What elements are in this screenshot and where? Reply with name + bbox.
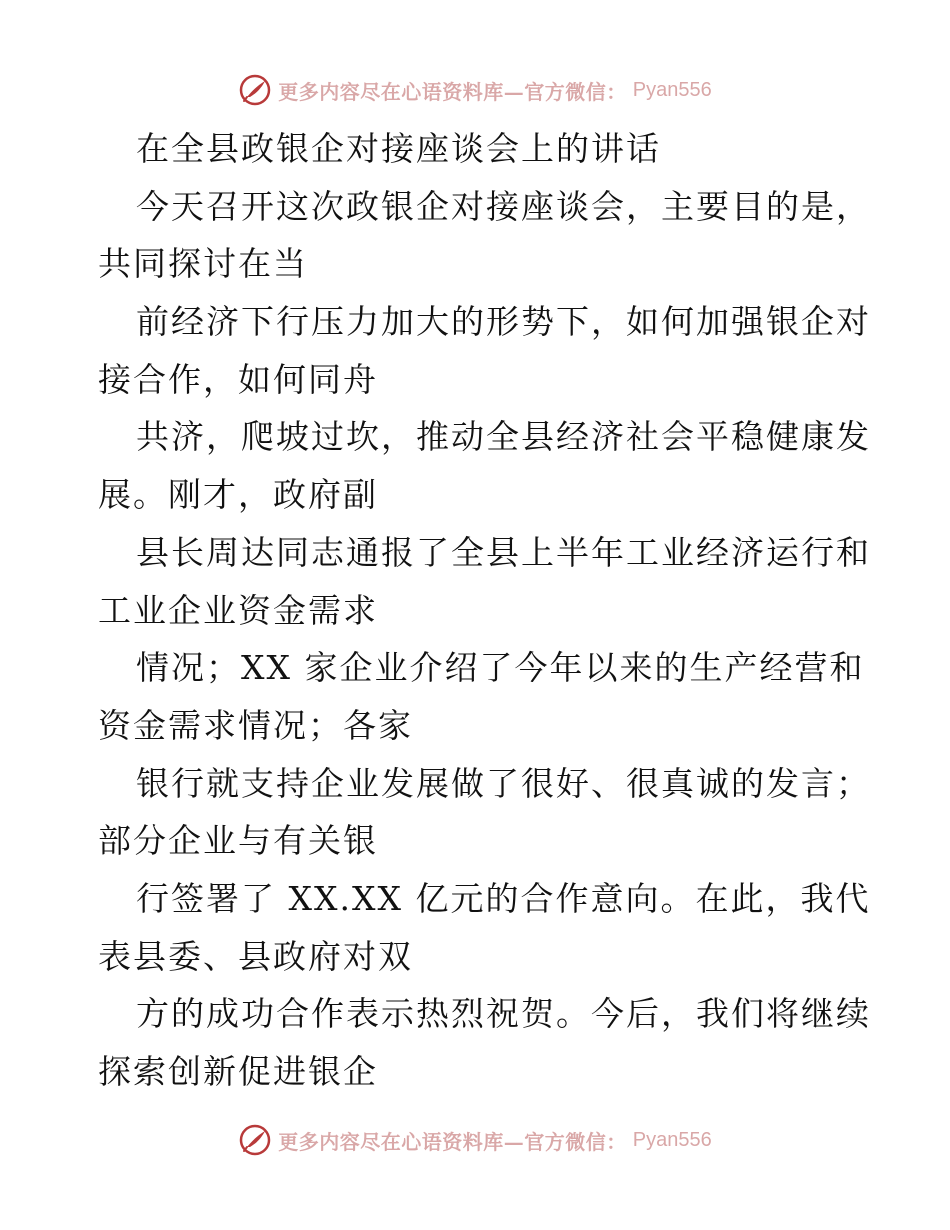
watermark-text: 更多内容尽在心语资料库—官方微信： bbox=[278, 1129, 627, 1154]
paragraph-line: 展。刚才，政府副 bbox=[98, 475, 378, 515]
watermark-wechat-id: Pyan556 bbox=[632, 1128, 712, 1151]
watermark-text: 更多内容尽在心语资料库—官方微信： bbox=[278, 79, 627, 104]
document-title-line: 在全县政银企对接座谈会上的讲话 bbox=[136, 129, 661, 168]
paragraph-line: 前经济下行压力加大的形势下，如何加强银企对 bbox=[136, 302, 871, 342]
paragraph-line: 工业企业资金需求 bbox=[98, 590, 378, 630]
paragraph-line: 部分企业与有关银 bbox=[98, 821, 378, 861]
paragraph-line: 表县委、县政府对双 bbox=[98, 936, 413, 976]
paragraph-line: 接合作，如何同舟 bbox=[98, 359, 378, 399]
paragraph-line: 情况；XX 家企业介绍了今年以来的生产经营和 bbox=[136, 648, 865, 688]
paragraph-line: 县长周达同志通报了全县上半年工业经济运行和 bbox=[136, 532, 871, 572]
header-watermark bbox=[0, 70, 950, 110]
paragraph-line: 银行就支持企业发展做了很好、很真诚的发言； bbox=[136, 763, 871, 803]
paragraph-line: 探索创新促进银企 bbox=[98, 1052, 378, 1091]
feather-pen-circle-icon bbox=[238, 1123, 272, 1157]
paragraph-line: 共济，爬坡过坎，推动全县经济社会平稳健康发 bbox=[136, 417, 871, 457]
paragraph-line: 共同探讨在当 bbox=[98, 244, 308, 284]
watermark-wechat-id: Pyan556 bbox=[632, 78, 712, 101]
paragraph-line: 方的成功合作表示热烈祝贺。今后，我们将继续 bbox=[136, 994, 871, 1034]
paragraph-line: 资金需求情况；各家 bbox=[98, 705, 413, 745]
document-body bbox=[98, 120, 871, 1101]
feather-pen-circle-icon bbox=[238, 73, 272, 107]
paragraph-line: 今天召开这次政银企对接座谈会，主要目的是， bbox=[136, 186, 871, 226]
footer-watermark bbox=[0, 1120, 950, 1160]
paragraph-line: 行签署了 XX.XX 亿元的合作意向。在此，我代 bbox=[136, 878, 871, 918]
